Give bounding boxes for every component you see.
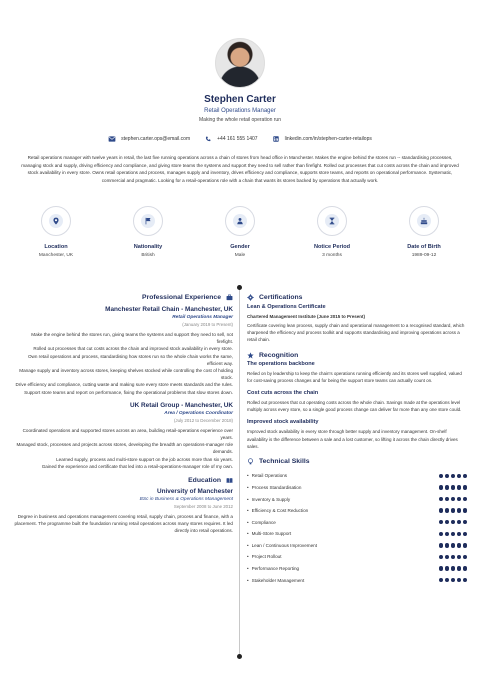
skill-level-dot (451, 532, 455, 536)
skill-row (247, 482, 467, 494)
skill-level-dots (439, 532, 467, 536)
job-bullet: Coordinated operations and supported stores across an area, building retail-operations experience over years. (22, 427, 233, 441)
education-heading (14, 477, 233, 484)
recognition-item-text: Relied on by leadership to keep the chain's operations running efficiently and its stores well supplied, valued for cost-saving process changes and for being the support store teams can actually count on. (247, 370, 462, 383)
skill-level-dot (451, 555, 455, 559)
fact-notice-period (298, 206, 366, 258)
skill-level-dot (463, 497, 467, 501)
skill-level-dot (445, 555, 449, 559)
phone-text: +44 161 555 1407 (217, 136, 258, 142)
skill-level-dot (457, 543, 461, 547)
skill-level-dot (445, 566, 449, 570)
fact-label: Date of Birth (407, 244, 441, 250)
book-icon (226, 477, 233, 484)
linkedin-text: linkedin.com/in/stephen-carter-retailops (284, 136, 372, 142)
recognition-heading (247, 352, 467, 359)
school-name: University of Manchester (156, 488, 233, 496)
fact-value: 3 months (322, 253, 342, 258)
recognition-item-title: The operations backbone (247, 360, 315, 367)
skill-level-dots (439, 520, 467, 524)
job-bullet: Drive efficiency and compliance, cutting waste and making sure every store meets standards and the rules. (15, 382, 233, 388)
fact-icon-circle (225, 206, 255, 236)
cake-icon (420, 217, 428, 225)
skill-row (247, 470, 467, 482)
skill-level-dot (457, 532, 461, 536)
skill-name: • Compliance (247, 520, 276, 525)
job-title: UK Retail Group - Manchester, UK (130, 401, 233, 409)
skill-level-dot (463, 578, 467, 582)
contact-email[interactable] (108, 136, 190, 142)
timeline-line (239, 288, 240, 656)
skill-level-dot (457, 566, 461, 570)
skill-level-dot (451, 543, 455, 547)
personal-facts (22, 206, 458, 258)
skill-level-dots (439, 543, 467, 547)
job-bullet: Make the engine behind the stores run, giving teams the systems and support they need to sell, not firefight. (31, 332, 233, 345)
candidate-name: Stephen Carter (204, 94, 276, 105)
skill-level-dot (445, 543, 449, 547)
job-bullet: Managed stock, processes and projects across stores, developing the breadth an operations-manager role demands. (16, 442, 233, 455)
skill-level-dot (463, 555, 467, 559)
job-bullet: Support store teams and report on performance, fixing the operational problems that slow stores down. (24, 389, 233, 395)
fact-value: British (141, 253, 155, 258)
certifications-heading (247, 294, 467, 301)
skill-level-dot (463, 543, 467, 547)
skill-level-dot (445, 578, 449, 582)
skill-level-dot (451, 508, 455, 512)
skill-row (247, 493, 467, 505)
skill-row (247, 505, 467, 517)
skill-name: • Project Rollout (247, 554, 281, 559)
lightbulb-icon (247, 458, 254, 465)
experience-title: Professional Experience (142, 294, 221, 301)
certifications-title: Certifications (259, 294, 303, 301)
skill-level-dot (439, 543, 443, 547)
fact-date-of-birth (390, 206, 458, 258)
phone-icon (204, 136, 212, 142)
skill-name: • Lean / Continuous Improvement (247, 543, 317, 548)
skill-level-dot (451, 578, 455, 582)
fact-label: Nationality (133, 244, 163, 250)
skill-name: • Retail Operations (247, 473, 287, 478)
skill-row (247, 551, 467, 563)
job-entry (14, 306, 233, 396)
skill-level-dot (463, 485, 467, 489)
skill-level-dot (463, 474, 467, 478)
skill-level-dot (457, 508, 461, 512)
skill-name: • Stakeholder Management (247, 578, 304, 583)
job-bullet: Manage supply and inventory across stores, keeping shelves stocked while controlling the cost of holding stock. (19, 368, 233, 381)
briefcase-icon (226, 294, 233, 301)
skill-level-dots (439, 508, 467, 512)
recognition-item-title: Improved stock availability (247, 419, 319, 426)
timeline-dot-bottom (237, 654, 242, 659)
fact-label: Notice Period (313, 244, 351, 250)
education-description: Degree in business and operations management covering retail, supply chain, process and finance, with a placement. The programme built the foundation running retail operations across many stores requires. It led directly into retail operations. (14, 514, 233, 534)
job-dates: (July 2012 to December 2018) (173, 417, 233, 423)
skill-level-dots (439, 485, 467, 489)
skill-level-dot (451, 485, 455, 489)
recognition-item-text: Improved stock availability in every store through better supply and inventory management. On-shelf availability is the difference between a sale and a lost customer, so lifting it across the chain directly drives sales. (247, 429, 458, 449)
fact-value: Male (234, 253, 246, 258)
skill-level-dot (445, 474, 449, 478)
email-text: stephen.carter.ops@email.com (121, 136, 191, 142)
degree-name: BSc in Business & Operations Management (139, 497, 233, 503)
job-title: Manchester Retail Chain - Manchester, UK (105, 306, 233, 313)
education-dates: September 2008 to June 2012 (173, 504, 233, 510)
skill-name: • Process Standardisation (247, 485, 301, 490)
gear-icon (247, 294, 254, 301)
skill-name: • Inventory & Supply (247, 497, 290, 502)
skill-level-dot (457, 520, 461, 524)
skill-level-dot (463, 566, 467, 570)
skill-level-dots (439, 474, 467, 478)
skill-level-dot (439, 508, 443, 512)
fact-label: Location (44, 244, 68, 250)
star-icon (247, 352, 254, 359)
skill-level-dots (439, 555, 467, 559)
skill-level-dot (439, 555, 443, 559)
skill-level-dots (439, 566, 467, 570)
fact-icon-circle (409, 206, 439, 236)
skills-title: Technical Skills (259, 458, 310, 466)
timeline-dot-top (237, 285, 242, 290)
job-entry (14, 402, 233, 470)
recognition-item-text: Rolled out processes that cut operating costs across the whole chain. Savings made at the operations level multiply across every store, so a single good process change can deliver far more than any one store could. (247, 400, 462, 413)
skill-level-dot (445, 485, 449, 489)
skill-level-dot (457, 555, 461, 559)
fact-icon-circle (41, 206, 71, 236)
certificate-issuer: Chartered Management Institute (June 2015 to Present) (247, 314, 366, 319)
recognition-title: Recognition (259, 351, 299, 359)
hourglass-icon (328, 217, 336, 225)
candidate-role: Retail Operations Manager (204, 108, 276, 114)
skill-level-dot (445, 508, 449, 512)
linkedin-icon (272, 136, 280, 142)
job-bullet: Gained the experience and certificate that led into a retail-operations-manager role of my own. (41, 463, 233, 469)
contact-bar (0, 136, 480, 142)
skill-level-dot (439, 532, 443, 536)
skill-level-dot (463, 532, 467, 536)
experience-heading (14, 294, 233, 301)
skill-row (247, 516, 467, 528)
professional-summary: Retail operations manager with twelve years in retail, the last five running operations across a chain of stores from head office in Manchester. Makes the engine behind the stores run -- standardising processes, managing stock and supply, driving efficiency and compliance, and giving store teams the systems and support they need to sell rather than firefight. Rolled out processes that cut costs across the chain and improved stock availability in every store. Owns retail operations and process, manages supply and inventory, drives efficiency and compliance, supports store teams, and reports on operational performance. Systematic, commercial and pragmatic. Looking for a retail-operations role with a chain that wants its stores backed by operations that actually work. (21, 155, 459, 183)
skill-row (247, 528, 467, 540)
skill-level-dot (457, 474, 461, 478)
envelope-icon (108, 136, 116, 142)
skill-level-dot (439, 520, 443, 524)
skill-name: • Performance Reporting (247, 566, 299, 571)
skills-heading (247, 458, 467, 465)
skill-level-dot (451, 566, 455, 570)
skill-level-dot (439, 578, 443, 582)
skill-name: • Efficiency & Cost Reduction (247, 508, 308, 513)
candidate-tagline: Making the whole retail operation run (199, 117, 281, 123)
skill-level-dot (439, 485, 443, 489)
skill-level-dot (451, 497, 455, 501)
skill-level-dot (439, 474, 443, 478)
job-bullets (14, 427, 233, 470)
job-bullet: Own retail operations and process, standardising how stores run so the whole chain works the same, efficient way. (27, 353, 233, 366)
location-pin-icon (52, 217, 60, 225)
profile-photo (215, 38, 265, 88)
education-section (14, 477, 233, 535)
fact-label: Gender (230, 244, 250, 250)
job-role: Area / Operations Coordinator (164, 410, 233, 416)
person-icon (236, 217, 244, 225)
fact-value: 1989-09-12 (411, 253, 437, 258)
fact-value: Manchester, UK (38, 253, 74, 258)
fact-gender (206, 206, 274, 258)
job-role: Retail Operations Manager (172, 315, 233, 320)
skill-level-dots (439, 578, 467, 582)
job-bullet: Rolled out processes that cut costs across the chain and improved stock availability in every store. (33, 346, 233, 352)
recognition-item-title: Cost cuts across the chain (247, 390, 319, 397)
skill-level-dot (457, 578, 461, 582)
skill-row (247, 563, 467, 575)
education-title: Education (188, 477, 221, 485)
skill-level-dot (439, 497, 443, 501)
job-dates: (January 2019 to Present) (182, 322, 233, 327)
skill-level-dot (445, 532, 449, 536)
job-bullets (14, 331, 233, 396)
skill-row (247, 574, 467, 586)
certificate-description: Certificate covering lean process, supply chain and operational management to a recognised standard, which sharpened the efficiency and process toolkit and supports standardising and improving operations across a retail chain. (247, 323, 465, 343)
skill-row (247, 540, 467, 552)
skill-level-dots (439, 497, 467, 501)
skill-level-dot (445, 520, 449, 524)
fact-icon-circle (133, 206, 163, 236)
contact-phone[interactable] (204, 136, 257, 142)
flag-icon (144, 217, 152, 225)
skill-level-dot (445, 497, 449, 501)
skill-name: • Multi-Store Support (247, 531, 291, 536)
fact-location (22, 206, 90, 258)
certificate-name: Lean & Operations Certificate (247, 304, 326, 310)
left-column (14, 294, 233, 535)
job-bullet: Learned supply, process and multi-store support on the job across more than six years. (56, 456, 233, 462)
contact-linkedin[interactable] (272, 136, 372, 142)
skill-level-dot (451, 520, 455, 524)
fact-icon-circle (317, 206, 347, 236)
skill-level-dot (457, 497, 461, 501)
skill-level-dot (463, 520, 467, 524)
skills-list (247, 470, 467, 586)
skill-level-dot (439, 566, 443, 570)
skill-level-dot (463, 508, 467, 512)
right-column (247, 294, 467, 586)
fact-nationality (114, 206, 182, 258)
skill-level-dot (457, 485, 461, 489)
skill-level-dot (451, 474, 455, 478)
